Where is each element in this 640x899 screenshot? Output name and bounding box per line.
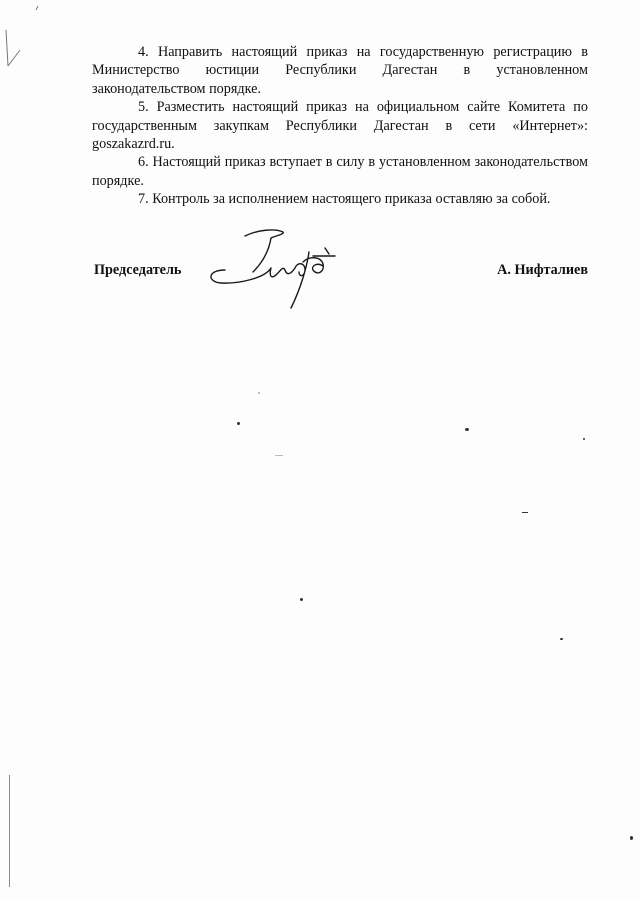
scan-corner-mark	[0, 0, 40, 80]
paragraph-7: 7. Контроль за исполнением настоящего приказа оставляю за собой.	[138, 191, 551, 208]
handwritten-signature	[205, 226, 345, 316]
scan-speck	[583, 438, 585, 440]
scan-speck	[630, 836, 633, 840]
signatory-name: А. Нифталиев	[497, 262, 588, 278]
scan-speck	[275, 455, 283, 456]
scan-edge-line	[9, 775, 10, 887]
scan-speck	[300, 598, 303, 601]
paragraph-4: 4. Направить настоящий приказ на государственную регистрацию в Министерство юстиции Республики Дагестан в установленном законодательством порядке.	[92, 44, 588, 97]
paragraph-5: 5. Разместить настоящий приказ на официальном сайте Комитета по государственным закупкам Республики Дагестан в сети «Интернет»: goszakazrd.ru.	[92, 99, 588, 153]
scan-speck	[258, 392, 260, 394]
order-body	[92, 43, 588, 209]
scan-speck	[560, 638, 563, 640]
signatory-title: Председатель	[94, 262, 182, 278]
scan-speck	[522, 512, 528, 513]
paragraph-6: 6. Настоящий приказ вступает в силу в установленном законодательством порядке.	[92, 154, 588, 189]
scan-speck	[465, 428, 469, 431]
scan-speck	[237, 422, 240, 425]
